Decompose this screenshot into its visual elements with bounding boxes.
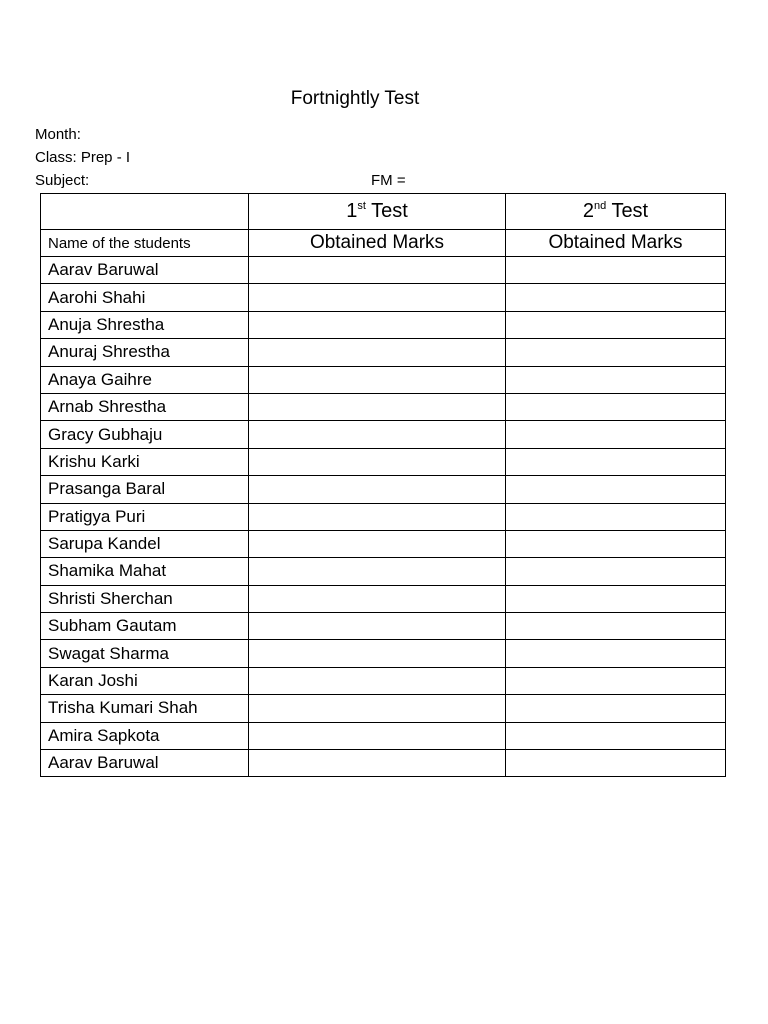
student-name-header: Name of the students — [41, 230, 249, 257]
student-name: Amira Sapkota — [41, 722, 249, 749]
test-2-marks-cell — [506, 530, 726, 557]
student-name: Subham Gautam — [41, 613, 249, 640]
test-2-marks-cell — [506, 339, 726, 366]
test-1-marks-cell — [249, 421, 506, 448]
test-1-marks-cell — [249, 750, 506, 777]
table-row — [41, 393, 726, 420]
test-2-marks-cell — [506, 613, 726, 640]
document-title: Fortnightly Test — [290, 88, 420, 109]
test-1-marks-cell — [249, 722, 506, 749]
test-2-marks-cell — [506, 476, 726, 503]
test-1-marks-cell — [249, 476, 506, 503]
test-2-marks-cell — [506, 695, 726, 722]
table-row — [41, 750, 726, 777]
student-name: Aarav Baruwal — [41, 257, 249, 284]
test-2-marks-cell — [506, 421, 726, 448]
student-name: Swagat Sharma — [41, 640, 249, 667]
student-name: Karan Joshi — [41, 667, 249, 694]
test-2-number: 2 — [582, 200, 594, 222]
student-name: Aarohi Shahi — [41, 284, 249, 311]
test-2-marks-cell — [506, 503, 726, 530]
table-row — [41, 284, 726, 311]
test-1-marks-cell — [249, 640, 506, 667]
test-2-marks-cell — [506, 257, 726, 284]
table-row — [41, 311, 726, 338]
marks-table — [40, 193, 726, 777]
table-row — [41, 613, 726, 640]
test-1-marks-cell — [249, 503, 506, 530]
test-2-marks-cell — [506, 311, 726, 338]
test-2-marks-cell — [506, 393, 726, 420]
table-row — [41, 339, 726, 366]
full-marks-label: FM = — [371, 172, 406, 189]
test-1-marks-cell — [249, 257, 506, 284]
test-1-marks-cell — [249, 613, 506, 640]
test-1-header — [249, 194, 506, 230]
table-row — [41, 476, 726, 503]
test-2-marks-cell — [506, 558, 726, 585]
table-row — [41, 257, 726, 284]
student-name: Gracy Gubhaju — [41, 421, 249, 448]
test-1-marks-cell — [249, 695, 506, 722]
test-2-marks-cell — [506, 722, 726, 749]
test-1-number: 1 — [346, 200, 358, 222]
table-row — [41, 722, 726, 749]
student-name: Sarupa Kandel — [41, 530, 249, 557]
test-1-suffix: st — [357, 200, 366, 212]
table-row — [41, 667, 726, 694]
test-2-marks-cell — [506, 585, 726, 612]
student-name: Arnab Shrestha — [41, 393, 249, 420]
class-label: Class: Prep - I — [35, 149, 131, 166]
student-name: Prasanga Baral — [41, 476, 249, 503]
test-1-marks-cell — [249, 284, 506, 311]
test-1-marks-cell — [249, 339, 506, 366]
test-2-suffix: nd — [593, 200, 607, 212]
test-1-marks-cell — [249, 311, 506, 338]
student-name: Anaya Gaihre — [41, 366, 249, 393]
student-name: Trisha Kumari Shah — [41, 695, 249, 722]
test-2-header — [506, 194, 726, 230]
student-name: Krishu Karki — [41, 448, 249, 475]
student-name: Anuraj Shrestha — [41, 339, 249, 366]
month-label: Month: — [35, 126, 81, 143]
test-1-marks-cell — [249, 558, 506, 585]
table-row — [41, 421, 726, 448]
test-header-row — [41, 194, 726, 230]
blank-header-cell — [41, 194, 249, 230]
test-1-marks-cell — [249, 448, 506, 475]
student-name: Aarav Baruwal — [41, 750, 249, 777]
table-row — [41, 585, 726, 612]
table-row — [41, 558, 726, 585]
test-1-marks-cell — [249, 366, 506, 393]
test-2-marks-cell — [506, 640, 726, 667]
table-row — [41, 695, 726, 722]
student-name: Pratigya Puri — [41, 503, 249, 530]
student-name: Anuja Shrestha — [41, 311, 249, 338]
test-2-marks-cell — [506, 750, 726, 777]
obtained-marks-header-1: Obtained Marks — [249, 230, 506, 257]
table-row — [41, 366, 726, 393]
test-2-marks-cell — [506, 667, 726, 694]
test-1-marks-cell — [249, 667, 506, 694]
test-2-marks-cell — [506, 448, 726, 475]
student-name: Shamika Mahat — [41, 558, 249, 585]
test-1-marks-cell — [249, 585, 506, 612]
test-1-word: Test — [371, 200, 408, 222]
test-2-marks-cell — [506, 366, 726, 393]
table-row — [41, 640, 726, 667]
test-2-marks-cell — [506, 284, 726, 311]
table-row — [41, 530, 726, 557]
column-header-row — [41, 230, 726, 257]
obtained-marks-header-2: Obtained Marks — [506, 230, 726, 257]
student-name: Shristi Sherchan — [41, 585, 249, 612]
test-1-marks-cell — [249, 530, 506, 557]
table-row — [41, 448, 726, 475]
test-2-word: Test — [611, 200, 649, 222]
test-1-marks-cell — [249, 393, 506, 420]
subject-label: Subject: — [35, 172, 90, 189]
table-row — [41, 503, 726, 530]
